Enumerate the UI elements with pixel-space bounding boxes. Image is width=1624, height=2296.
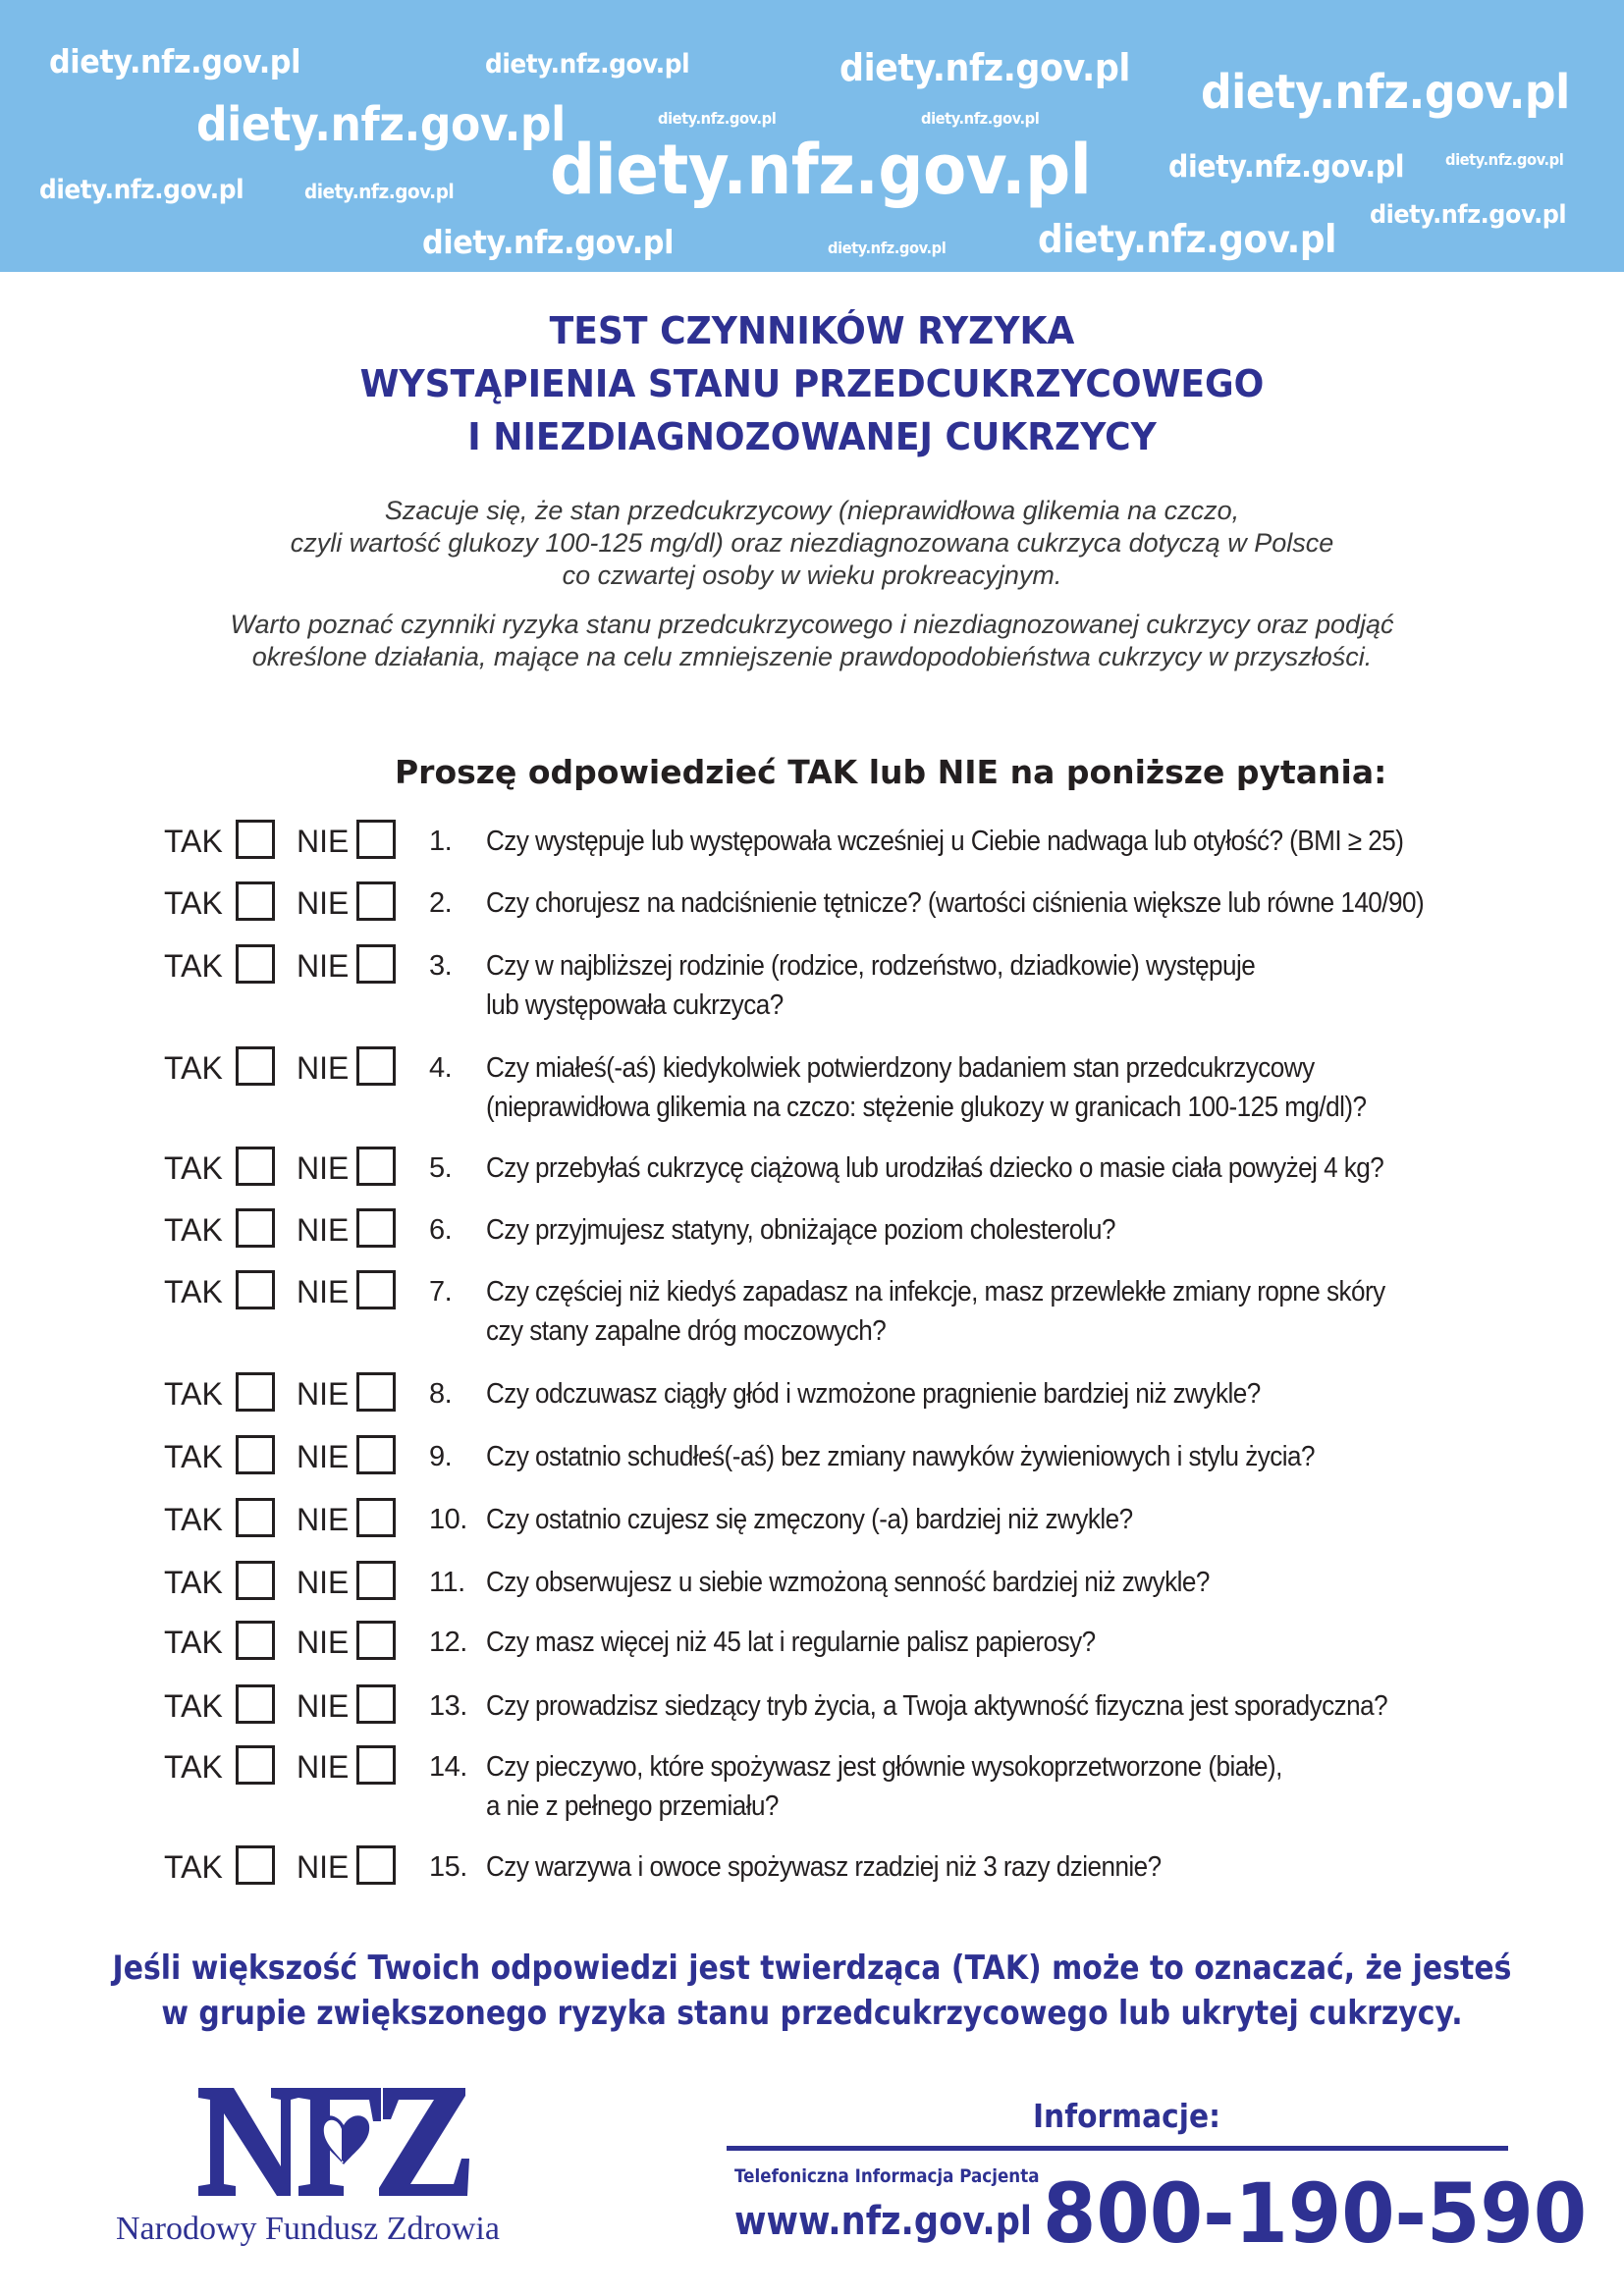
yes-label: TAK xyxy=(164,1274,223,1309)
question-number: 10. xyxy=(429,1504,467,1535)
question-text xyxy=(486,1747,1458,1826)
yes-checkbox[interactable] xyxy=(236,944,275,984)
yes-checkbox[interactable] xyxy=(236,1147,275,1186)
no-label: NIE xyxy=(297,1150,350,1186)
yes-label: TAK xyxy=(164,1050,223,1086)
banner-watermark: diety.nfz.gov.pl xyxy=(304,180,455,203)
yes-checkbox[interactable] xyxy=(236,1498,275,1537)
yes-checkbox[interactable] xyxy=(236,1561,275,1600)
question-number: 8. xyxy=(429,1378,453,1410)
question-number: 6. xyxy=(429,1214,453,1246)
yes-checkbox[interactable] xyxy=(236,881,275,921)
yes-checkbox[interactable] xyxy=(236,1845,275,1885)
question-text-line: a nie z pełnego przemiału? xyxy=(486,1790,779,1822)
yes-checkbox[interactable] xyxy=(236,1745,275,1785)
question-text-line: Czy masz więcej niż 45 lat i regularnie palisz papierosy? xyxy=(486,1627,1096,1658)
banner-watermark: diety.nfz.gov.pl xyxy=(1168,149,1405,185)
no-label: NIE xyxy=(297,1212,350,1248)
yes-label: TAK xyxy=(164,1502,223,1537)
no-label: NIE xyxy=(297,1050,350,1086)
question-text-line: lub występowała cukrzyca? xyxy=(486,989,784,1021)
yes-label: TAK xyxy=(164,948,223,984)
question-text-line: Czy ostatnio schudłeś(-aś) bez zmiany nawyków żywieniowych i stylu życia? xyxy=(486,1441,1315,1472)
banner-watermark: diety.nfz.gov.pl xyxy=(550,130,1092,210)
no-label: NIE xyxy=(297,1749,350,1785)
intro-paragraph xyxy=(98,495,1526,592)
yes-label: TAK xyxy=(164,885,223,921)
header-banner xyxy=(0,0,1624,272)
no-label: NIE xyxy=(297,948,350,984)
conclusion-text xyxy=(0,1946,1624,2036)
question-number: 11. xyxy=(429,1567,465,1598)
intro-line: co czwartej osoby w wieku prokreacyjnym. xyxy=(562,561,1062,590)
yes-label: TAK xyxy=(164,1749,223,1785)
question-number: 5. xyxy=(429,1152,453,1184)
no-checkbox[interactable] xyxy=(356,944,396,984)
question-text-line: Czy w najbliższej rodzinie (rodzice, rodzeństwo, dziadkowie) występuje xyxy=(486,950,1256,982)
question-number: 13. xyxy=(429,1690,467,1722)
no-label: NIE xyxy=(297,1376,350,1412)
no-checkbox[interactable] xyxy=(356,1147,396,1186)
question-text xyxy=(486,1148,1458,1188)
no-label: NIE xyxy=(297,1439,350,1474)
yes-checkbox[interactable] xyxy=(236,820,275,859)
question-text-line: Czy obserwujesz u siebie wzmożoną senność bardziej niż zwykle? xyxy=(486,1567,1210,1598)
banner-watermark: diety.nfz.gov.pl xyxy=(828,239,947,257)
no-checkbox[interactable] xyxy=(356,1561,396,1600)
banner-watermark: diety.nfz.gov.pl xyxy=(39,175,244,205)
no-checkbox[interactable] xyxy=(356,1435,396,1474)
banner-watermark: diety.nfz.gov.pl xyxy=(1038,218,1336,262)
no-checkbox[interactable] xyxy=(356,1270,396,1309)
page-title xyxy=(0,304,1624,463)
title-line: TEST CZYNNIKÓW RYZYKA xyxy=(549,309,1075,352)
logo-letter-n xyxy=(198,2088,298,2196)
no-checkbox[interactable] xyxy=(356,1208,396,1248)
info-label: Informacje: xyxy=(1033,2097,1220,2135)
no-checkbox[interactable] xyxy=(356,1498,396,1537)
no-label: NIE xyxy=(297,1688,350,1724)
yes-label: TAK xyxy=(164,1688,223,1724)
question-text-line: Czy miałeś(-aś) kiedykolwiek potwierdzony badaniem stan przedcukrzycowy xyxy=(486,1052,1315,1084)
instruction-heading: Proszę odpowiedzieć TAK lub NIE na poniższe pytania: xyxy=(395,753,1387,791)
yes-label: TAK xyxy=(164,1439,223,1474)
question-text-line: Czy przyjmujesz statyny, obniżające poziom cholesterolu? xyxy=(486,1214,1115,1246)
question-text-line: czy stany zapalne dróg moczowych? xyxy=(486,1315,887,1347)
question-row xyxy=(0,946,1624,1025)
question-text-line: Czy częściej niż kiedyś zapadasz na infekcje, masz przewlekłe zmiany ropne skóry xyxy=(486,1276,1385,1308)
banner-watermark: diety.nfz.gov.pl xyxy=(196,97,566,152)
question-number: 12. xyxy=(429,1627,467,1658)
no-label: NIE xyxy=(297,1502,350,1537)
intro-line: czyli wartość glukozy 100-125 mg/dl) oraz niezdiagnozowana cukrzyca dotyczą w Polsce xyxy=(290,528,1334,558)
yes-checkbox[interactable] xyxy=(236,1684,275,1724)
intro-paragraph xyxy=(98,609,1526,673)
question-text-line: Czy ostatnio czujesz się zmęczony (-a) bardziej niż zwykle? xyxy=(486,1504,1133,1535)
question-text xyxy=(486,1374,1458,1414)
question-number: 9. xyxy=(429,1441,453,1472)
intro-line: określone działania, mające na celu zmniejszenie prawdopodobieństwa cukrzycy w przyszłości. xyxy=(251,642,1373,671)
question-text-line: Czy warzywa i owoce spożywasz rzadziej niż 3 razy dziennie? xyxy=(486,1851,1162,1883)
question-text-line: Czy chorujesz na nadciśnienie tętnicze? (wartości ciśnienia większe lub równe 140/90) xyxy=(486,887,1425,919)
yes-label: TAK xyxy=(164,1150,223,1186)
question-text xyxy=(486,1272,1458,1351)
question-number: 14. xyxy=(429,1751,467,1783)
yes-checkbox[interactable] xyxy=(236,1372,275,1412)
yes-label: TAK xyxy=(164,1849,223,1885)
question-text-line: Czy prowadzisz siedzący tryb życia, a Twoja aktywność fizyczna jest sporadyczna? xyxy=(486,1690,1388,1722)
banner-watermark: diety.nfz.gov.pl xyxy=(839,46,1130,89)
yes-checkbox[interactable] xyxy=(236,1208,275,1248)
no-checkbox[interactable] xyxy=(356,1621,396,1660)
question-number: 15. xyxy=(429,1851,467,1883)
intro-line: Szacuje się, że stan przedcukrzycowy (nieprawidłowa glikemia na czczo, xyxy=(384,496,1240,525)
question-text xyxy=(486,1686,1458,1726)
no-checkbox[interactable] xyxy=(356,1372,396,1412)
conclusion-line: Jeśli większość Twoich odpowiedzi jest twierdząca (TAK) może to oznaczać, że jesteś xyxy=(112,1949,1512,1988)
question-text xyxy=(486,883,1458,923)
question-text xyxy=(486,822,1458,861)
yes-label: TAK xyxy=(164,1565,223,1600)
question-number: 1. xyxy=(429,826,453,857)
question-text xyxy=(486,1500,1458,1539)
yes-checkbox[interactable] xyxy=(236,1435,275,1474)
logo-letter-z xyxy=(379,2088,469,2196)
question-text xyxy=(486,946,1458,1025)
no-label: NIE xyxy=(297,824,350,859)
yes-label: TAK xyxy=(164,824,223,859)
question-number: 4. xyxy=(429,1052,453,1084)
question-text-line: Czy pieczywo, które spożywasz jest głównie wysokoprzetworzone (białe), xyxy=(486,1751,1282,1783)
no-label: NIE xyxy=(297,1565,350,1600)
banner-watermark: diety.nfz.gov.pl xyxy=(49,42,301,80)
question-text xyxy=(486,1563,1458,1602)
question-text-line: (nieprawidłowa glikemia na czczo: stężenie glukozy w granicach 100-125 mg/dl)? xyxy=(486,1092,1367,1123)
no-checkbox[interactable] xyxy=(356,1684,396,1724)
yes-checkbox[interactable] xyxy=(236,1270,275,1309)
yes-checkbox[interactable] xyxy=(236,1046,275,1086)
banner-watermark: diety.nfz.gov.pl xyxy=(485,49,690,80)
no-label: NIE xyxy=(297,1625,350,1660)
question-row xyxy=(0,1847,1624,1926)
question-text-line: Czy odczuwasz ciągły głód i wzmożone pragnienie bardziej niż zwykle? xyxy=(486,1378,1261,1410)
no-label: NIE xyxy=(297,1274,350,1309)
question-text-line: Czy przebyłaś cukrzycę ciążową lub urodziłaś dziecko o masie ciała powyżej 4 kg? xyxy=(486,1152,1384,1184)
question-number: 3. xyxy=(429,950,453,982)
yes-label: TAK xyxy=(164,1625,223,1660)
banner-watermark: diety.nfz.gov.pl xyxy=(921,109,1040,128)
website-link[interactable]: www.nfz.gov.pl xyxy=(734,2199,1033,2244)
no-checkbox[interactable] xyxy=(356,820,396,859)
question-row xyxy=(0,1272,1624,1351)
intro-line: Warto poznać czynniki ryzyka stanu przedcukrzycowego i niezdiagnozowanej cukrzycy oraz podjąć xyxy=(230,610,1394,639)
question-row xyxy=(0,1048,1624,1127)
question-text xyxy=(486,1847,1458,1887)
banner-watermark: diety.nfz.gov.pl xyxy=(1370,200,1567,230)
no-label: NIE xyxy=(297,885,350,921)
hotline-label: Telefoniczna Informacja Pacjenta xyxy=(734,2165,1040,2187)
yes-label: TAK xyxy=(164,1376,223,1412)
logo-subtitle: Narodowy Fundusz Zdrowia xyxy=(116,2211,500,2247)
no-label: NIE xyxy=(297,1849,350,1885)
question-text xyxy=(486,1048,1458,1127)
question-number: 2. xyxy=(429,887,453,919)
question-text xyxy=(486,1210,1458,1250)
question-row xyxy=(0,1747,1624,1826)
title-line: WYSTĄPIENIA STANU PRZEDCUKRZYCOWEGO xyxy=(359,362,1265,405)
yes-label: TAK xyxy=(164,1212,223,1248)
nfz-logo xyxy=(196,2086,471,2199)
no-checkbox[interactable] xyxy=(356,881,396,921)
question-text xyxy=(486,1437,1458,1476)
question-text-line: Czy występuje lub występowała wcześniej u Ciebie nadwaga lub otyłość? (BMI ≥ 25) xyxy=(486,826,1404,857)
banner-watermark: diety.nfz.gov.pl xyxy=(1201,65,1570,120)
question-text xyxy=(486,1623,1458,1662)
banner-watermark: diety.nfz.gov.pl xyxy=(1445,150,1564,169)
banner-watermark: diety.nfz.gov.pl xyxy=(422,223,675,261)
no-checkbox[interactable] xyxy=(356,1745,396,1785)
title-line: I NIEZDIAGNOZOWANEJ CUKRZYCY xyxy=(467,415,1157,458)
conclusion-line: w grupie zwiększonego ryzyka stanu przedcukrzycowego lub ukrytej cukrzycy. xyxy=(161,1994,1463,2033)
no-checkbox[interactable] xyxy=(356,1845,396,1885)
info-divider xyxy=(727,2146,1508,2151)
no-checkbox[interactable] xyxy=(356,1046,396,1086)
hotline-phone-number[interactable]: 800-190-590 xyxy=(1043,2165,1588,2262)
yes-checkbox[interactable] xyxy=(236,1621,275,1660)
banner-watermark: diety.nfz.gov.pl xyxy=(658,109,777,128)
question-number: 7. xyxy=(429,1276,453,1308)
